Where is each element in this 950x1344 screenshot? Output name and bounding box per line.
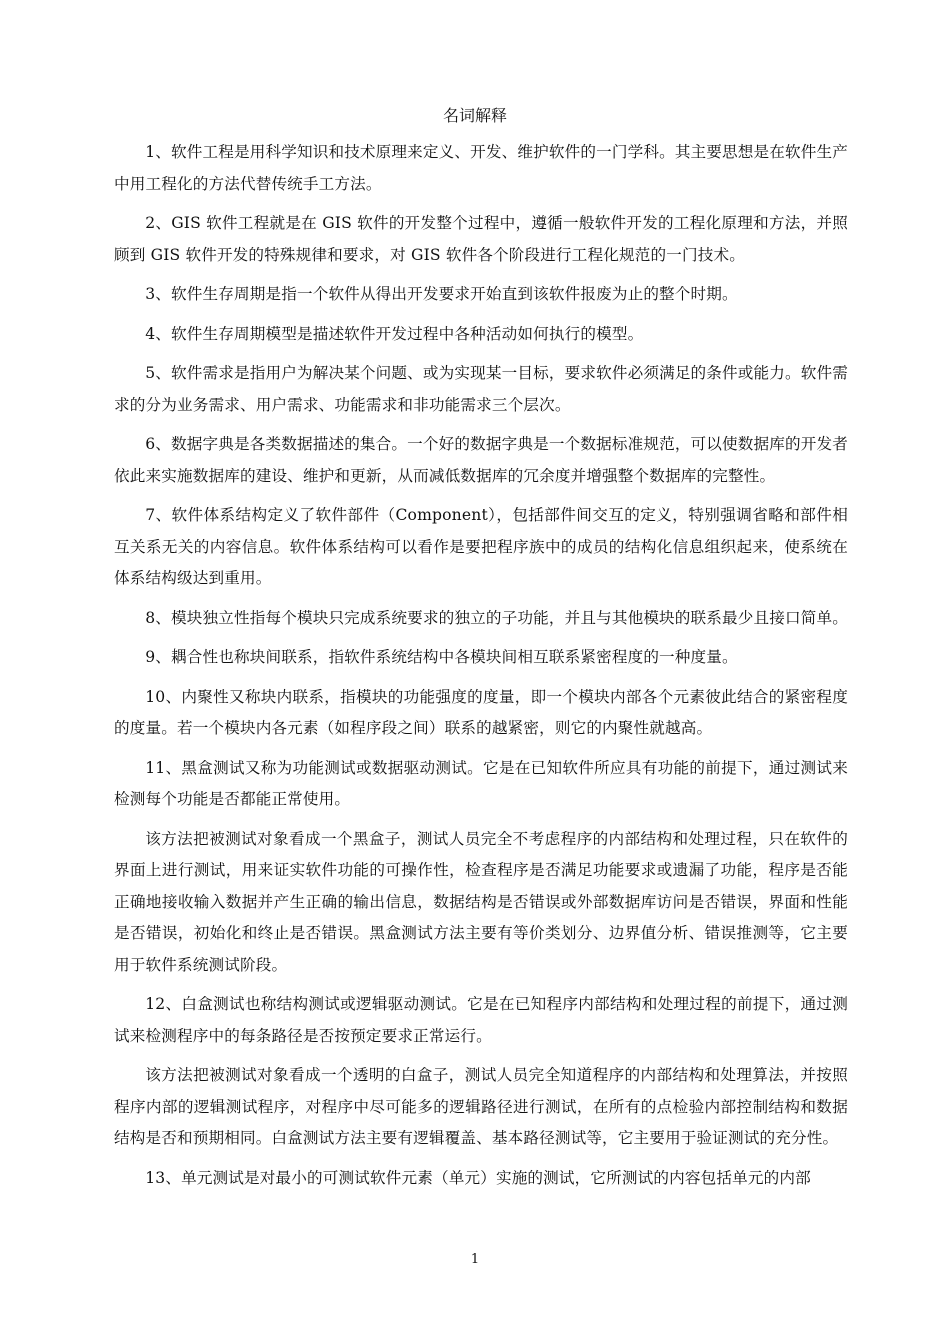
- paragraph-10-cohesion: 10、内聚性又称块内联系，指模块的功能强度的度量，即一个模块内部各个元素彼此结合的紧密程度的度量。若一个模块内各元素（如程序段之间）联系的越紧密，则它的内聚性就越高。: [114, 687, 848, 737]
- paragraph-1-software-engineering: 1、软件工程是用科学知识和技术原理来定义、开发、维护软件的一门学科。其主要思想是在软件生产中用工程化的方法代替传统手工方法。: [114, 143, 848, 193]
- page-number: 1: [470, 1252, 480, 1267]
- paragraph-11-black-box-method: 该方法把被测试对象看成一个黑盒子，测试人员完全不考虑程序的内部结构和处理过程，只在软件的界面上进行测试，用来证实软件功能的可操作性，检查程序是否满足功能要求或遗漏了功能，程序是否能正确地接收输入数据并产生正确的输出信息，数据结构是否错误或外部数据库访问是否错误，界面和性能是否错误，初始化和终止是否错误。黑盒测试方法主要有等价类划分、边界值分析、错误推测等，它主要用于软件系统测试阶段。: [114, 829, 848, 974]
- paragraph-3-software-lifecycle: 3、软件生存周期是指一个软件从得出开发要求开始直到该软件报废为止的整个时期。: [145, 285, 738, 303]
- document-body: [114, 137, 848, 1202]
- paragraph-5-software-requirements: 5、软件需求是指用户为解决某个问题、或为实现某一目标，要求软件必须满足的条件或能力。软件需求的分为业务需求、用户需求、功能需求和非功能需求三个层次。: [114, 364, 848, 414]
- document-title: 名词解释: [442, 106, 507, 125]
- paragraph-11-black-box-testing: 11、黑盒测试又称为功能测试或数据驱动测试。它是在已知软件所应具有功能的前提下，通过测试来检测每个功能是否都能正常使用。: [114, 758, 848, 808]
- paragraph-8-module-independence: 8、模块独立性指每个模块只完成系统要求的独立的子功能，并且与其他模块的联系最少且接口简单。: [145, 608, 848, 627]
- paragraph-7-software-architecture: 7、软件体系结构定义了软件部件（Component），包括部件间交互的定义，特别强调省略和部件相互关系无关的内容信息。软件体系结构可以看作是要把程序族中的成员的结构化信息组织起来，使系统在体系结构级达到重用。: [114, 506, 848, 587]
- paragraph-2-gis-software-engineering: 2、GIS 软件工程就是在 GIS 软件的开发整个过程中，遵循一般软件开发的工程化原理和方法，并照顾到 GIS 软件开发的特殊规律和要求，对 GIS 软件各个阶段进行工程化规范的一门技术。: [114, 214, 848, 264]
- paragraph-4-lifecycle-model: 4、软件生存周期模型是描述软件开发过程中各种活动如何执行的模型。: [145, 324, 644, 343]
- paragraph-6-data-dictionary: 6、数据字典是各类数据描述的集合。一个好的数据字典是一个数据标准规范，可以使数据库的开发者依此来实施数据库的建设、维护和更新，从而减低数据库的冗余度并增强整个数据库的完整性。: [114, 435, 848, 485]
- paragraph-12-white-box-testing: 12、白盒测试也称结构测试或逻辑驱动测试。它是在已知程序内部结构和处理过程的前提下，通过测试来检测程序中的每条路径是否按预定要求正常运行。: [114, 995, 848, 1045]
- paragraph-13-unit-testing: 13、单元测试是对最小的可测试软件元素（单元）实施的测试，它所测试的内容包括单元的内部: [145, 1168, 811, 1187]
- paragraph-9-coupling: 9、耦合性也称块间联系，指软件系统结构中各模块间相互联系紧密程度的一种度量。: [145, 648, 738, 666]
- paragraph-12-white-box-method: 该方法把被测试对象看成一个透明的白盒子，测试人员完全知道程序的内部结构和处理算法，并按照程序内部的逻辑测试程序，对程序中尽可能多的逻辑路径进行测试，在所有的点检验内部控制结构和数据结构是否和预期相同。白盒测试方法主要有逻辑覆盖、基本路径测试等，它主要用于验证测试的充分性。: [114, 1066, 848, 1147]
